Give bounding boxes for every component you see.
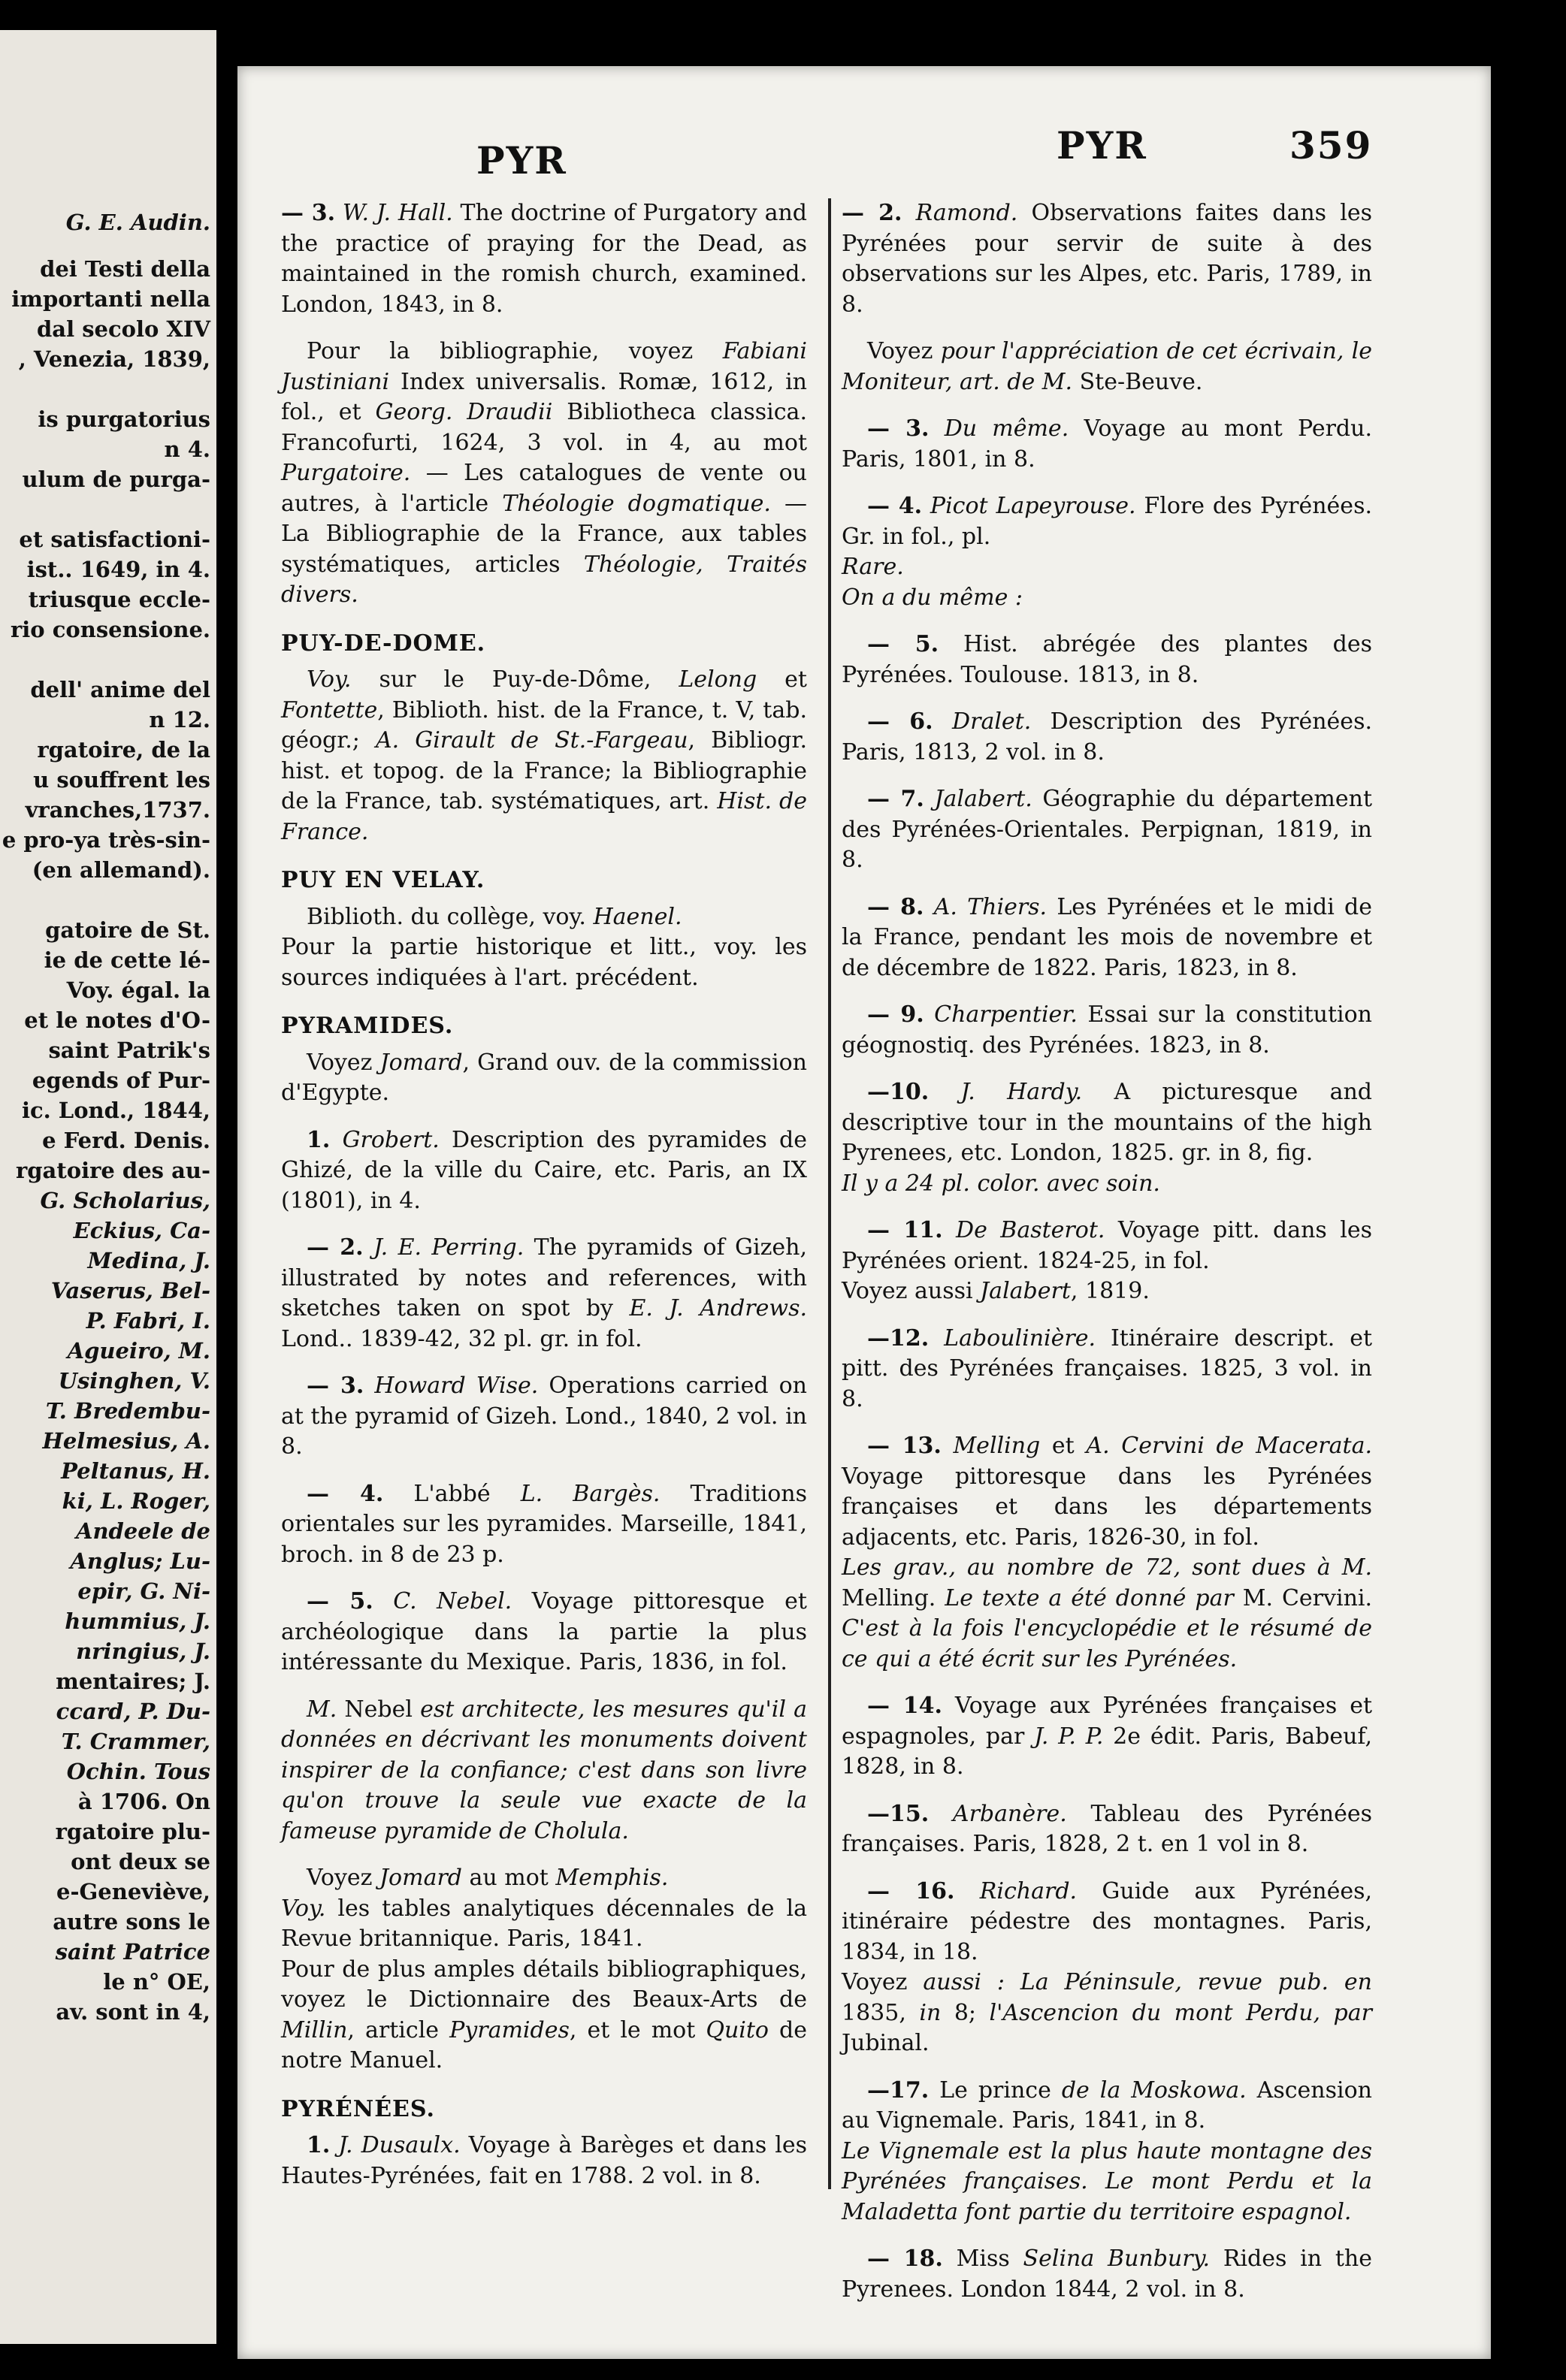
bibliography-entry: — 4. L'abbé L. Bargès. Traditions orientales sur les pyramides. Marseille, 1841, broch. in 8 de 23 p.	[281, 1480, 808, 1568]
bibliography-entry: — 16. Richard. Guide aux Pyrénées, itinéraire pédestre des montagnes. Paris, 1834, in 18. Voyez aussi : La Péninsule, revue pub. en 1835, in 8; l'Ascencion du mont Perdu, par Jubinal.	[842, 1877, 1373, 2056]
left-page-fragment	[0, 30, 216, 2344]
section-heading: PUY-DE-DOME.	[281, 630, 486, 657]
bibliography-entry: Voy. sur le Puy-de-Dôme, Lelong et Fontette, Biblioth. hist. de la France, t. V, tab. géogr.; A. Girault de St.-Fargeau, Bibliogr. hist. et topog. de la France; la Bibliographie de la France, tab. systématiques, art. Hist. de France.	[281, 666, 808, 845]
bibliography-entry: — 3. Du même. Voyage au mont Perdu. Paris, 1801, in 8.	[842, 415, 1372, 473]
left-page-line: gatoire de St.	[45, 917, 210, 943]
bibliography-entry: — 7. Jalabert. Géographie du département des Pyrénées-Orientales. Perpignan, 1819, in 8.	[842, 786, 1372, 873]
left-page-line: av. sont in 4,	[56, 1999, 210, 2025]
left-page-line: Medina, J.	[87, 1248, 210, 1273]
left-page-line: à 1706. On	[77, 1789, 210, 1814]
left-page-line: autre sons le	[53, 1909, 210, 1935]
left-page-line: u souffrent les	[33, 767, 210, 793]
left-page-line: e pro-ya très-sin-	[2, 827, 210, 853]
left-page-line: dell' anime del	[30, 677, 210, 702]
left-page-line: n 4.	[164, 436, 210, 462]
left-page-line: rio consensione.	[11, 617, 210, 642]
left-page-line: triusque eccle-	[28, 587, 210, 612]
left-page-line: saint Patrice	[55, 1939, 210, 1965]
bibliography-entry: —17. Le prince de la Moskowa. Ascension au Vignemale. Paris, 1841, in 8. Le Vignemale est la plus haute montagne des Pyrénées françaises. Le mont Perdu et la Maladetta font partie du territoire espagnol.	[842, 2076, 1372, 2225]
bibliography-entry: —15. Arbanère. Tableau des Pyrénées françaises. Paris, 1828, 2 t. en 1 vol in 8.	[842, 1800, 1372, 1857]
left-page-line: vranches,1737.	[25, 797, 210, 823]
section-heading: PYRAMIDES.	[281, 1013, 454, 1039]
bibliography-entry: — 2. Ramond. Observations faites dans les Pyrénées pour servir de suite à des observations sur les Alpes, etc. Paris, 1789, in 8.	[842, 200, 1372, 318]
left-page-line: Helmesius, A.	[42, 1428, 210, 1454]
left-page-line: Eckius, Ca-	[73, 1218, 210, 1243]
left-page-line: egends of Pur-	[32, 1068, 210, 1093]
bibliography-entry: — 5. Hist. abrégée des plantes des Pyrénées. Toulouse. 1813, in 8.	[842, 631, 1372, 688]
left-page-line: ist.. 1649, in 4.	[26, 557, 210, 582]
bibliography-entry: M. Nebel est architecte, les mesures qu'il a données en décrivant les monuments doivent inspirer de la confiance; c'est dans son livre qu'on trouve la seule vue exacte de la fameuse pyramide de Cholula.	[281, 1696, 807, 1844]
left-page-line: e-Geneviève,	[56, 1879, 210, 1904]
left-page-line: G. Scholarius,	[40, 1188, 210, 1213]
column-right	[842, 198, 1372, 2321]
bibliography-entry: — 18. Miss Selina Bunbury. Rides in the Pyrenees. London 1844, 2 vol. in 8.	[842, 2246, 1373, 2303]
bibliography-entry: — 2. J. E. Perring. The pyramids of Gizeh, illustrated by notes and references, with sketches taken on spot by E. J. Andrews. Lond.. 1839-42, 32 pl. gr. in fol.	[281, 1234, 807, 1352]
bibliography-entry: Pour la bibliographie, voyez Fabiani Justiniani Index universalis. Romæ, 1612, in fol., et Georg. Draudii Bibliotheca classica. Francofurti, 1624, 3 vol. in 4, au mot Purgatoire. — Les catalogues de vente ou autres, à l'article Théologie dogmatique. — La Bibliographie de la France, aux tables systématiques, articles Théologie, Traités divers.	[281, 338, 807, 608]
left-page-line: le n° OE,	[103, 1969, 210, 1995]
bibliography-entry: — 6. Dralet. Description des Pyrénées. Paris, 1813, 2 vol. in 8.	[842, 708, 1372, 766]
left-page-line: Usinghen, V.	[58, 1368, 210, 1394]
bibliography-entry: 1. Grobert. Description des pyramides de Ghizé, de la ville du Caire, etc. Paris, an IX (1801), in 4.	[281, 1126, 807, 1214]
left-page-line: Anglus; Lu-	[70, 1548, 210, 1574]
left-page-line: ccard, P. Du-	[56, 1699, 210, 1724]
right-page	[237, 66, 1491, 2359]
bibliography-entry: Voyez Jomard au mot Memphis. Voy. les tables analytiques décennales de la Revue britannique. Paris, 1841. Pour de plus amples détails bibliographiques, voyez le Dictionnaire des Beaux-Arts de Millin, article Pyramides, et le mot Quito de notre Manuel.	[281, 1865, 807, 2073]
bibliography-entry: —12. Laboulinière. Itinéraire descript. et pitt. des Pyrénées françaises. 1825, 3 vol. in 8.	[842, 1324, 1372, 1412]
left-page-line: G. E. Audin.	[65, 210, 210, 235]
left-page-line: saint Patrik's	[48, 1037, 210, 1063]
left-page-line: ulum de purga-	[22, 467, 210, 492]
section-heading: PUY EN VELAY.	[281, 867, 485, 893]
left-page-line: P. Fabri, I.	[86, 1308, 210, 1333]
left-page-line: importanti nella	[11, 286, 210, 312]
section-heading: PYRÉNÉES.	[281, 2095, 435, 2122]
bibliography-entry: — 9. Charpentier. Essai sur la constitution géognostiq. des Pyrénées. 1823, in 8.	[842, 1001, 1372, 1059]
bibliography-entry: — 13. Melling et A. Cervini de Macerata. Voyage pittoresque dans les Pyrénées françaises et dans les départements adjacents, etc. Paris, 1826-30, in fol. Les grav., au nombre de 72, sont dues à M. Melling. Le texte a été donné par M. Cervini. C'est à la fois l'encyclopédie et le résumé de ce qui a été écrit sur les Pyrénées.	[842, 1433, 1373, 1672]
left-page-line: T. Crammer,	[61, 1729, 210, 1754]
bibliography-entry: — 3. W. J. Hall. The doctrine of Purgatory and the practice of praying for the Dead, as maintained in the romish church, examined. London, 1843, in 8.	[281, 200, 807, 318]
left-page-line: ont deux se	[71, 1849, 210, 1874]
left-page-line: Vaserus, Bel-	[50, 1278, 210, 1303]
left-page-line: Agueiro, M.	[67, 1338, 210, 1364]
running-head-left: PYR	[476, 138, 567, 183]
left-page-line: rgatoire, de la	[37, 737, 210, 763]
left-page-line: ki, L. Roger,	[62, 1488, 210, 1514]
left-page-line: is purgatorius	[38, 406, 210, 432]
bibliography-entry: 1. J. Dusaulx. Voyage à Barèges et dans les Hautes-Pyrénées, fait en 1788. 2 vol. in 8.	[281, 2132, 808, 2189]
left-page-line: ic. Lond., 1844,	[21, 1098, 210, 1123]
left-page-line: hummius, J.	[65, 1608, 210, 1634]
bibliography-entry: —10. J. Hardy. A picturesque and descriptive tour in the mountains of the high Pyrenees, etc. London, 1825. gr. in 8, fig. Il y a 24 pl. color. avec soin.	[842, 1079, 1372, 1197]
bibliography-entry: — 8. A. Thiers. Les Pyrénées et le midi de la France, pendant les mois de novembre et de décembre de 1822. Paris, 1823, in 8.	[842, 893, 1372, 981]
left-page-line: mentaires; J.	[56, 1669, 210, 1694]
left-page-line: Peltanus, H.	[61, 1458, 210, 1484]
left-page-line: epir, G. Ni-	[77, 1578, 210, 1604]
left-page-line: T. Bredembu-	[45, 1398, 210, 1424]
bibliography-entry: Voyez Jomard, Grand ouv. de la commission d'Egypte.	[281, 1049, 807, 1106]
left-page-line: Ochin. Tous	[66, 1759, 210, 1784]
bibliography-entry: — 11. De Basterot. Voyage pitt. dans les Pyrénées orient. 1824-25, in fol. Voyez aussi Jalabert, 1819.	[842, 1217, 1373, 1304]
column-divider	[828, 198, 831, 2189]
left-page-line: dei Testi della	[40, 256, 210, 282]
left-page-line: rgatoire plu-	[55, 1819, 210, 1844]
left-page-line: (en allemand).	[32, 857, 210, 883]
left-page-line: rgatoire des au-	[16, 1158, 210, 1183]
left-page-line: et satisfactioni-	[19, 527, 210, 552]
left-page-line: nringius, J.	[76, 1639, 210, 1664]
bibliography-entry: Biblioth. du collège, voy. Haenel. Pour la partie historique et litt., voy. les sources indiquées à l'art. précédent.	[281, 903, 807, 991]
left-page-line: Voy. égal. la	[66, 977, 210, 1003]
bibliography-entry: — 14. Voyage aux Pyrénées françaises et espagnoles, par J. P. P. 2e édit. Paris, Babeuf, 1828, in 8.	[842, 1693, 1373, 1780]
left-page-line: ie de cette lé-	[44, 947, 210, 973]
left-page-line: n 12.	[149, 707, 210, 732]
left-page-line: e Ferd. Denis.	[42, 1128, 210, 1153]
left-page-line: et le notes d'O-	[24, 1007, 210, 1033]
bibliography-entry: — 3. Howard Wise. Operations carried on at the pyramid of Gizeh. Lond., 1840, 2 vol. in 8.	[281, 1373, 807, 1460]
left-page-line: , Venezia, 1839,	[18, 346, 210, 372]
left-page-line: dal secolo XIV	[37, 316, 210, 342]
bibliography-entry: — 5. C. Nebel. Voyage pittoresque et archéologique dans la partie la plus intéressante du Mexique. Paris, 1836, in fol.	[281, 1588, 807, 1675]
bibliography-entry: Voyez pour l'appréciation de cet écrivain, le Moniteur, art. de M. Ste-Beuve.	[842, 338, 1372, 395]
bibliography-entry: — 4. Picot Lapeyrouse. Flore des Pyrénées. Gr. in fol., pl. Rare. On a du même :	[842, 493, 1372, 611]
left-page-line: Andeele de	[75, 1518, 210, 1544]
column-left	[281, 198, 807, 2208]
running-head-center: PYR	[1057, 123, 1147, 168]
page-number: 359	[1289, 123, 1373, 168]
